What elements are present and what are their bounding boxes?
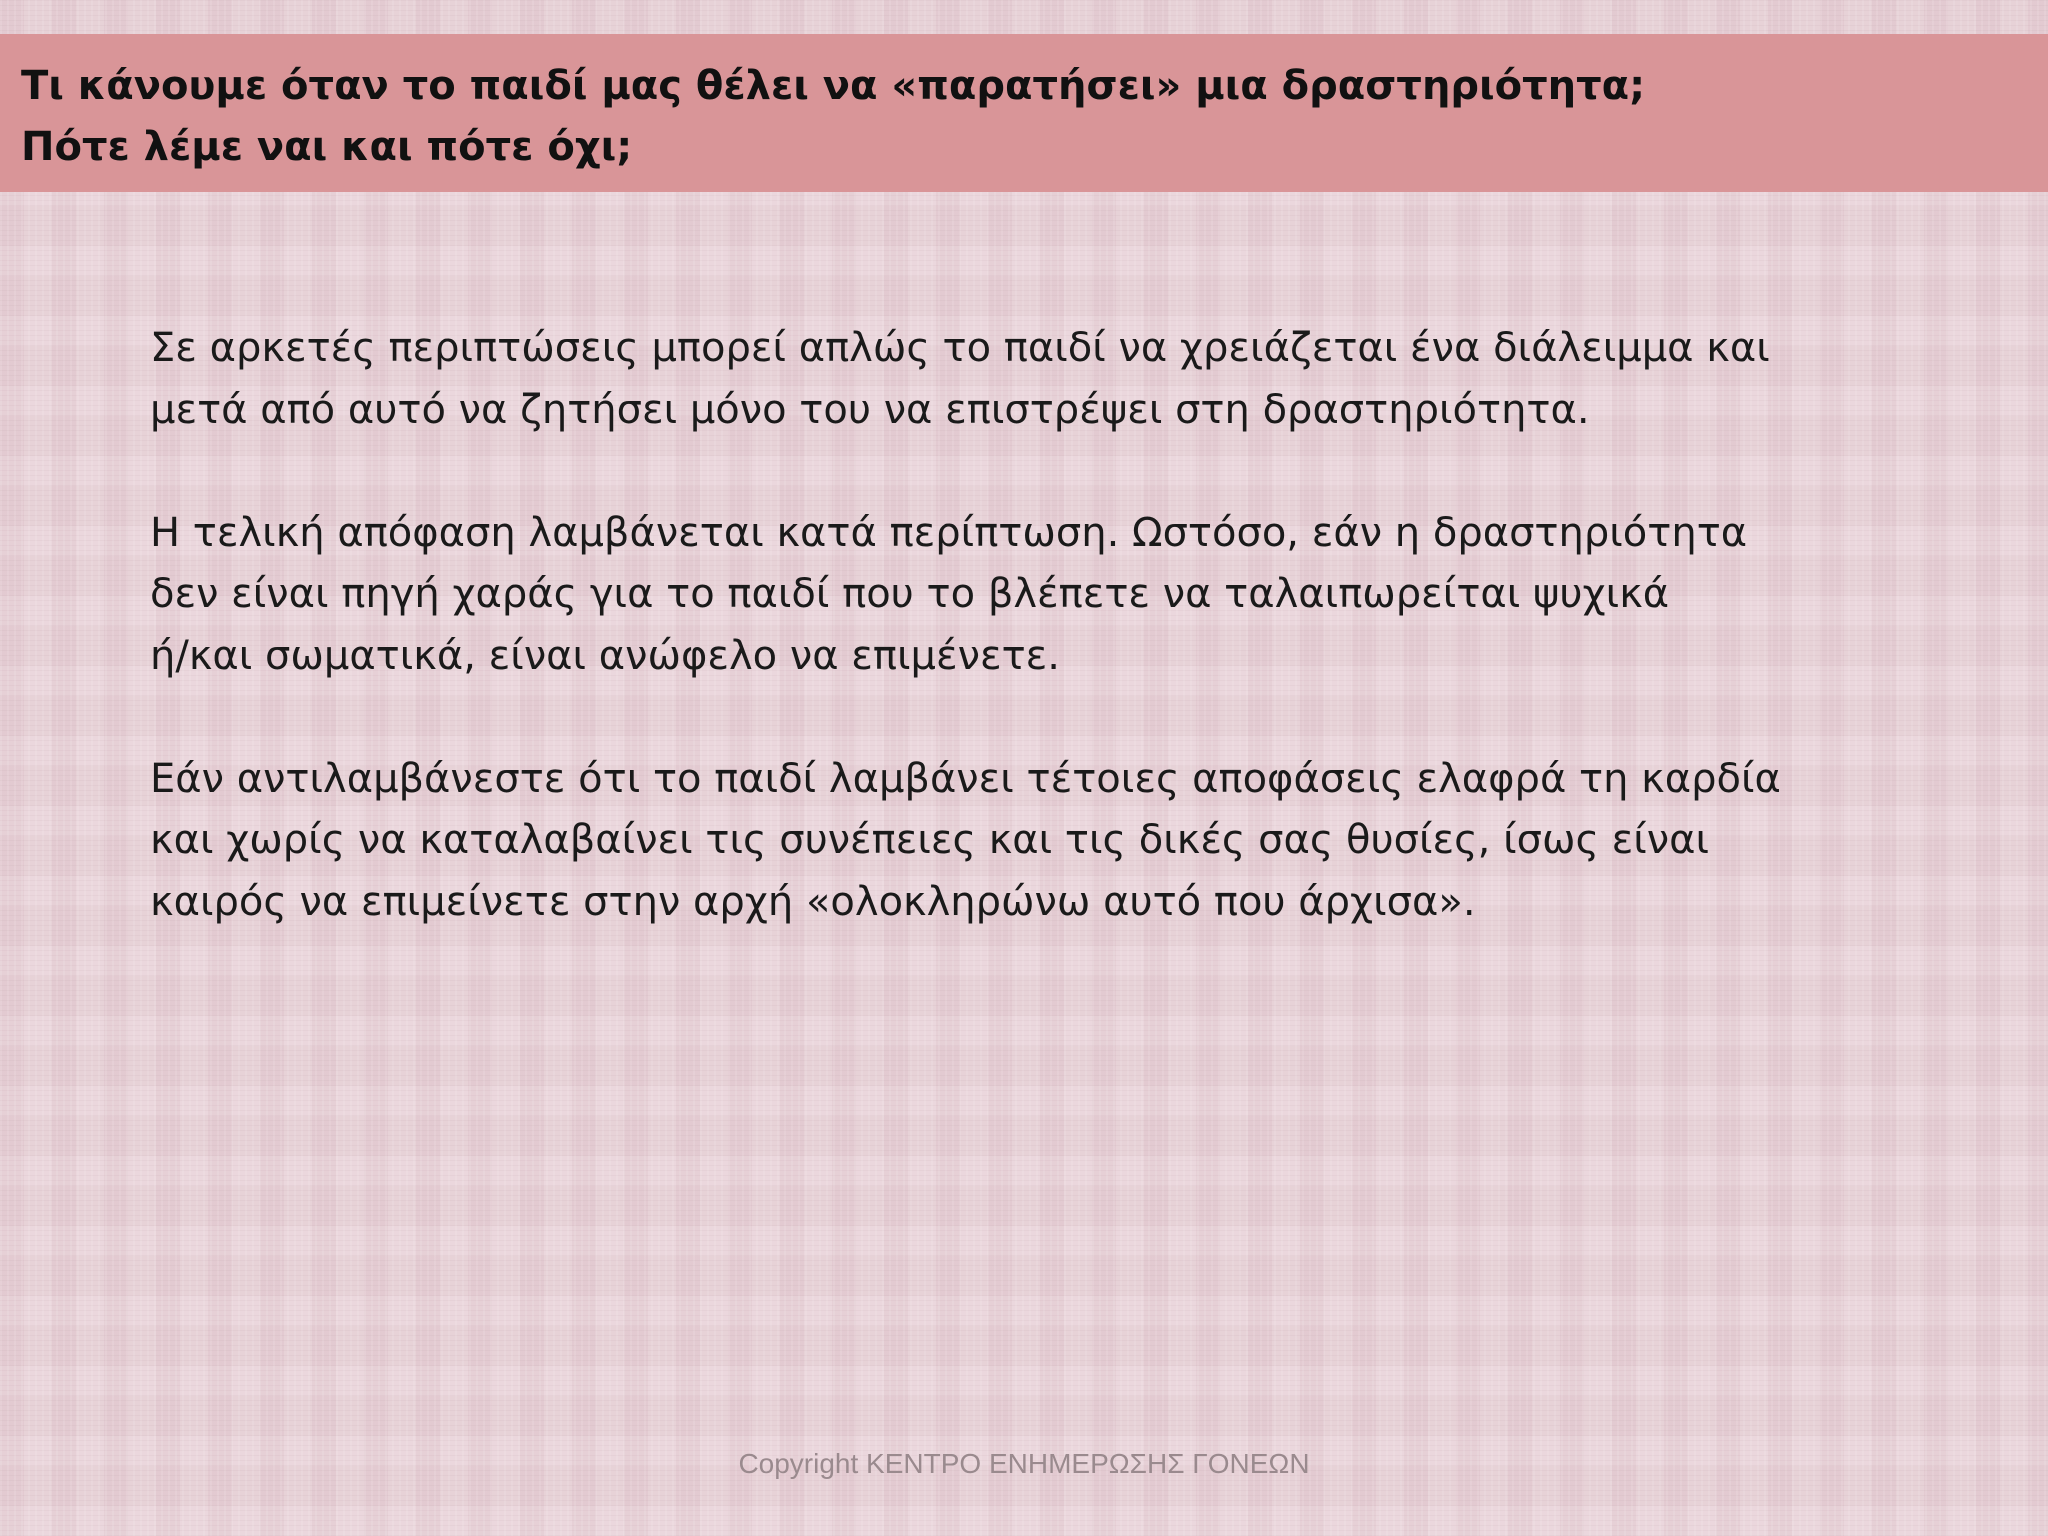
title-band bbox=[0, 34, 2048, 192]
slide-body bbox=[150, 318, 1950, 995]
slide-title-line-2: Πότε λέμε ναι και πότε όχι; bbox=[21, 124, 633, 170]
paragraph-break-needed: Σε αρκετές περιπτώσεις μπορεί απλώς το παιδί να χρειάζεται ένα διάλειμμα και μετά από αυτό να ζητήσει μόνο του να επιστρέψει στη δραστηριότητα. bbox=[150, 325, 1770, 433]
paragraph-insist-principle: Εάν αντιλαμβάνεστε ότι το παιδί λαμβάνει τέτοιες αποφάσεις ελαφρά τη καρδία και χωρίς να καταλαβαίνει τις συνέπειες και τις δικές σας θυσίες, ίσως είναι καιρός να επιμείνετε στην αρχή «ολοκληρώνω αυτό που άρχισα». bbox=[150, 755, 1781, 925]
copyright-footer: Copyright ΚΕΝΤΡΟ ΕΝΗΜΕΡΩΣΗΣ ΓΟΝΕΩΝ bbox=[738, 1448, 1310, 1479]
slide-title-line-1: Τι κάνουμε όταν το παιδί μας θέλει να «παρατήσει» μια δραστηριότητα; bbox=[21, 63, 1646, 109]
paragraph-final-decision: Η τελική απόφαση λαμβάνεται κατά περίπτωση. Ωστόσο, εάν η δραστηριότητα δεν είναι πηγή χαράς για το παιδί που το βλέπετε να ταλαιπωρείται ψυχικά ή/και σωματικά, είναι ανώφελο να επιμένετε. bbox=[150, 509, 1748, 679]
